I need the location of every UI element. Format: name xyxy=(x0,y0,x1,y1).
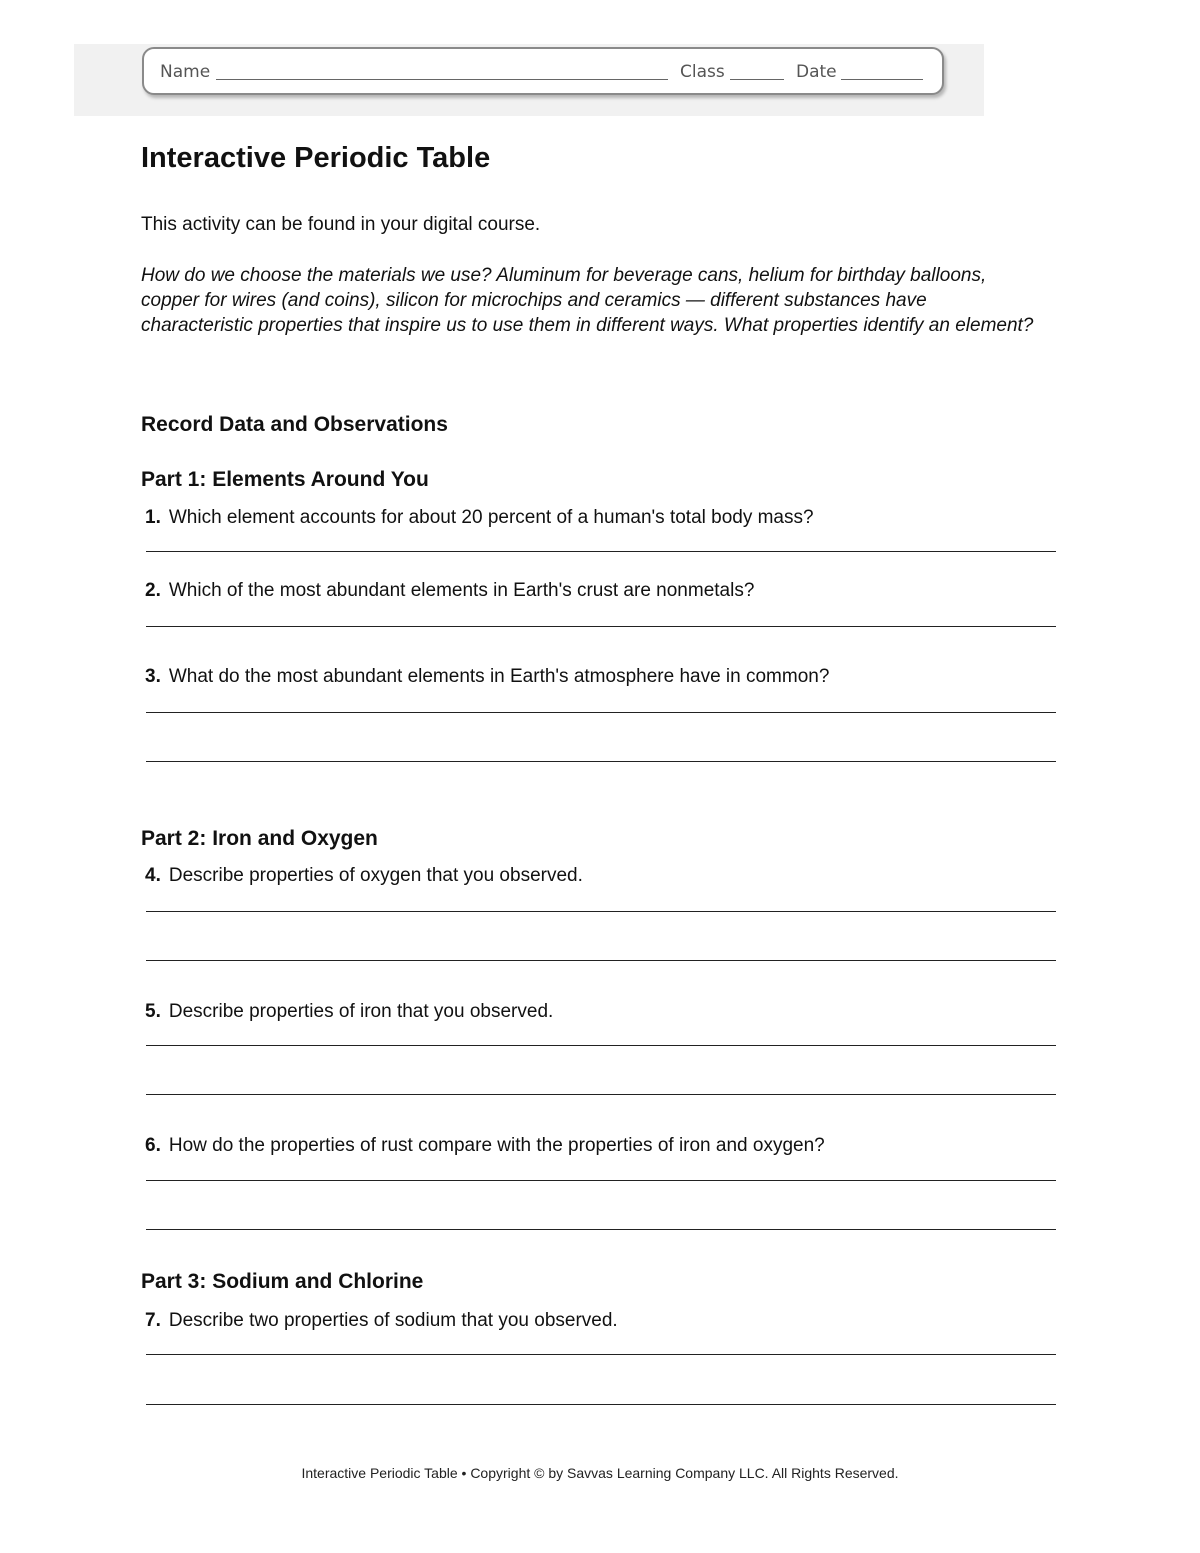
answer-line[interactable] xyxy=(146,1229,1056,1230)
answer-line[interactable] xyxy=(146,626,1056,627)
question-3 xyxy=(145,666,829,688)
question-text: Describe two properties of sodium that you observed. xyxy=(168,1310,618,1331)
answer-line[interactable] xyxy=(146,551,1056,552)
prompt-text: How do we choose the materials we use? Aluminum for beverage cans, helium for birthday balloons, copper for wires (and coins), silicon for microchips and ceramics — different substances have characteristic properties that inspire us to use them in different ways. What properties identify an element? xyxy=(141,265,1034,336)
question-text: What do the most abundant elements in Earth's atmosphere have in common? xyxy=(168,666,830,687)
record-heading: Record Data and Observations xyxy=(141,413,448,436)
answer-line[interactable] xyxy=(146,761,1056,762)
question-text: Which of the most abundant elements in Earth's crust are nonmetals? xyxy=(168,580,755,601)
question-text: Describe properties of oxygen that you observed. xyxy=(168,865,583,886)
intro-text: This activity can be found in your digital course. xyxy=(141,214,541,235)
part-1-title: Part 1: Elements Around You xyxy=(141,468,429,491)
answer-line[interactable] xyxy=(146,1045,1056,1046)
part-3-title: Part 3: Sodium and Chlorine xyxy=(141,1270,424,1293)
question-number: 7. xyxy=(145,1310,161,1331)
answer-line[interactable] xyxy=(146,911,1056,912)
part-2-title: Part 2: Iron and Oxygen xyxy=(141,827,378,850)
name-label: Name xyxy=(160,62,211,82)
answer-line[interactable] xyxy=(146,1180,1056,1181)
question-text: Describe properties of iron that you observed. xyxy=(168,1001,554,1022)
date-field[interactable] xyxy=(841,79,923,80)
class-label: Class xyxy=(680,62,725,82)
question-4 xyxy=(145,865,583,887)
name-class-date-box xyxy=(142,47,944,95)
answer-line[interactable] xyxy=(146,960,1056,961)
question-7 xyxy=(145,1310,618,1332)
question-1 xyxy=(145,507,814,529)
page-title: Interactive Periodic Table xyxy=(141,142,491,174)
question-5 xyxy=(145,1001,553,1023)
question-6 xyxy=(145,1135,825,1157)
question-text: How do the properties of rust compare with the properties of iron and oxygen? xyxy=(168,1135,825,1156)
question-number: 6. xyxy=(145,1135,161,1156)
class-field[interactable] xyxy=(730,79,784,80)
date-label: Date xyxy=(796,62,837,82)
question-2 xyxy=(145,580,754,602)
question-number: 4. xyxy=(145,865,161,886)
answer-line[interactable] xyxy=(146,1094,1056,1095)
answer-line[interactable] xyxy=(146,712,1056,713)
answer-line[interactable] xyxy=(146,1354,1056,1355)
question-text: Which element accounts for about 20 percent of a human's total body mass? xyxy=(168,507,814,528)
footer-copyright: Interactive Periodic Table • Copyright © by Savvas Learning Company LLC. All Rights Reserved. xyxy=(301,1465,899,1481)
name-field[interactable] xyxy=(216,79,668,80)
question-number: 3. xyxy=(145,666,161,687)
question-number: 2. xyxy=(145,580,161,601)
question-number: 1. xyxy=(145,507,161,528)
answer-line[interactable] xyxy=(146,1404,1056,1405)
question-number: 5. xyxy=(145,1001,161,1022)
